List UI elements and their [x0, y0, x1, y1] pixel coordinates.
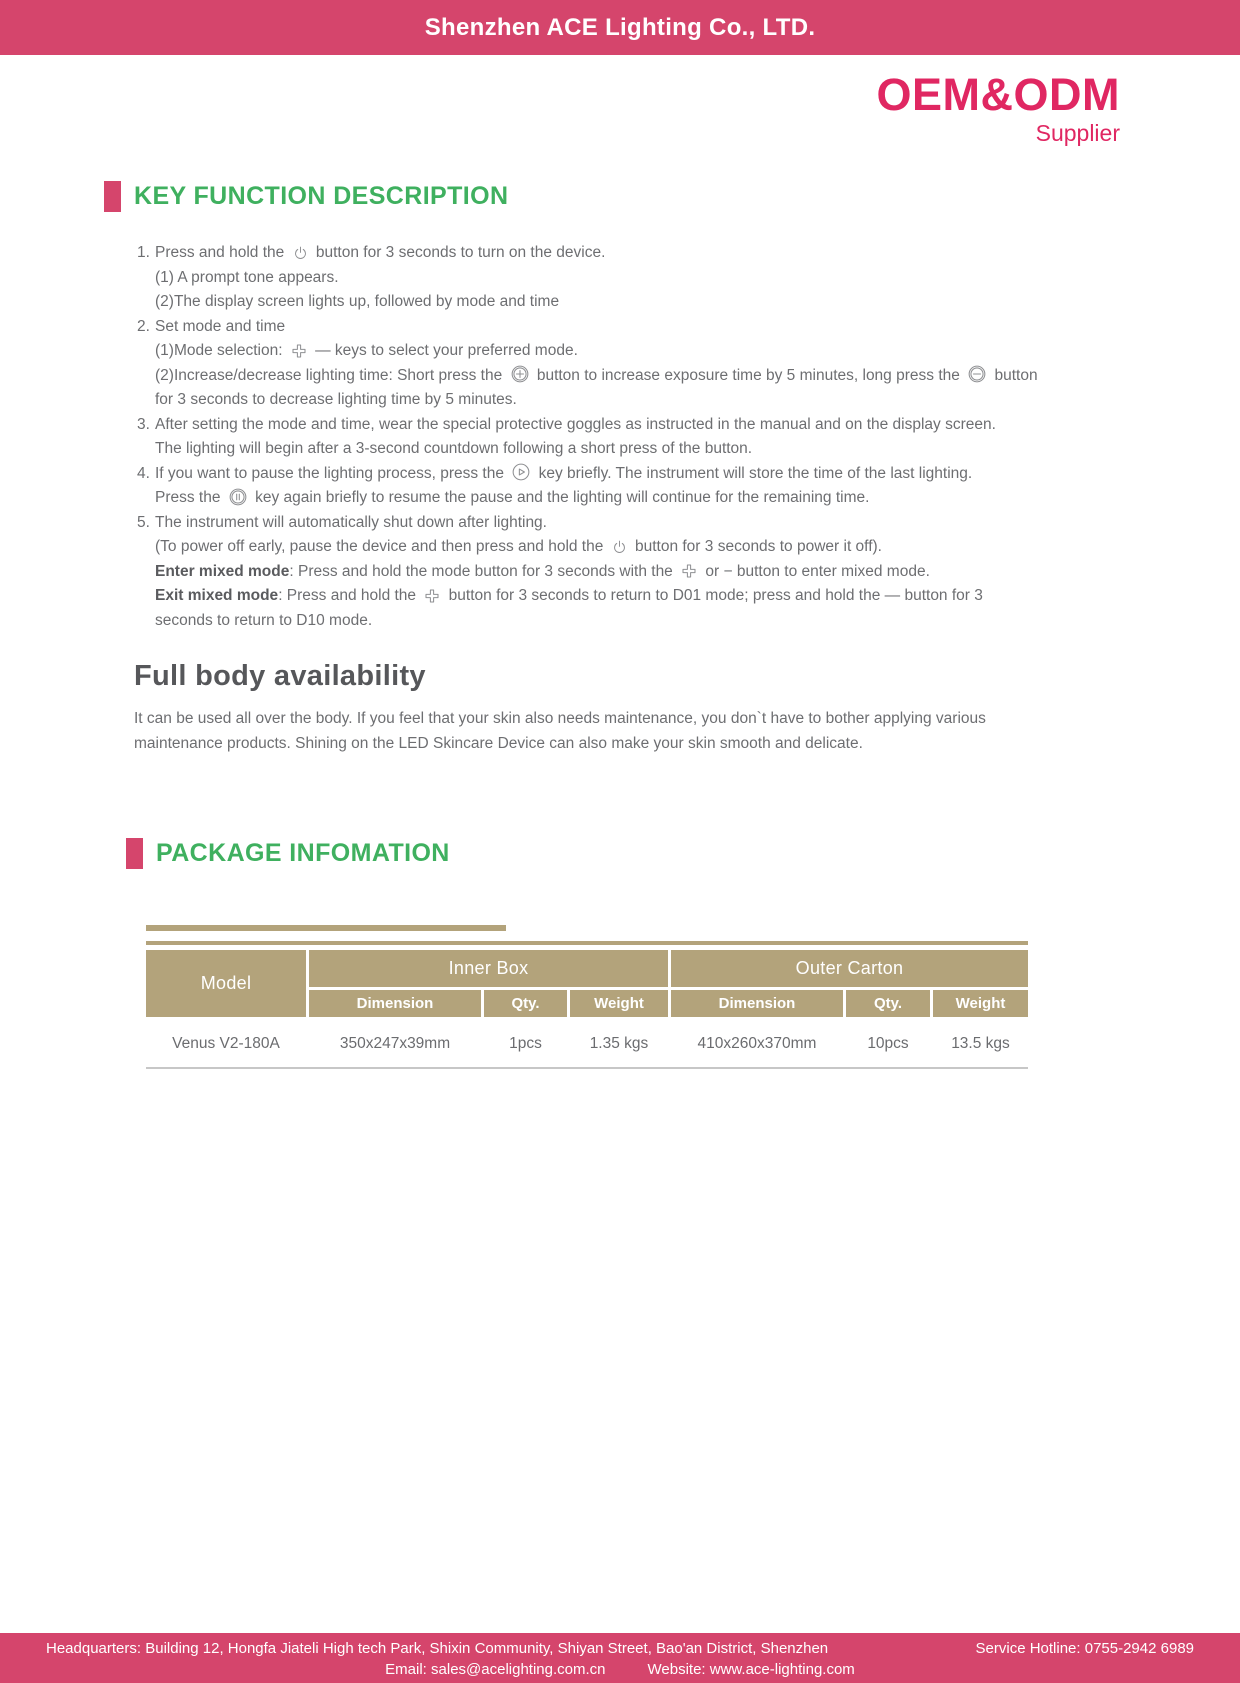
column-header-qty: Qty.	[846, 990, 930, 1017]
footer-website: Website: www.ace-lighting.com	[647, 1661, 855, 1678]
list-subitem: Exit mixed mode: Press and hold the button for 3 seconds to return to D01 mode; press and hold the — button for 3	[155, 587, 983, 604]
list-subitem: for 3 seconds to decrease lighting time by 5 minutes.	[155, 391, 517, 408]
company-title: Shenzhen ACE Lighting Co., LTD.	[424, 13, 816, 41]
list-item: 2. Set mode and time	[137, 317, 286, 335]
top-banner	[0, 0, 1240, 55]
table-cell-inner-qty: 1pcs	[484, 1020, 567, 1067]
circled-plus-icon	[511, 365, 529, 383]
section-title: PACKAGE INFOMATION	[156, 839, 450, 867]
column-header-dimension: Dimension	[671, 990, 843, 1017]
key-function-heading	[104, 181, 508, 212]
play-icon	[512, 463, 530, 481]
brand-oem-odm: OEM&ODM	[876, 69, 1120, 120]
section-title: KEY FUNCTION DESCRIPTION	[134, 182, 509, 210]
footer-banner	[0, 1633, 1240, 1683]
table-cell-inner-dimension: 350x247x39mm	[309, 1020, 481, 1067]
plus-key-icon	[291, 343, 307, 359]
table-cell-outer-dimension: 410x260x370mm	[671, 1020, 843, 1067]
list-item: 3. After setting the mode and time, wear the special protective goggles as instructed in the manual and on the display screen.	[137, 415, 996, 433]
table-cell-outer-qty: 10pcs	[846, 1020, 930, 1067]
list-subitem: The lighting will begin after a 3-second countdown following a short press of the button.	[155, 440, 753, 457]
list-subitem: Enter mixed mode: Press and hold the mode button for 3 seconds with the or − button to enter mixed mode.	[155, 562, 930, 580]
footer-hotline: Service Hotline: 0755-2942 6989	[975, 1640, 1194, 1657]
power-icon	[612, 540, 627, 555]
circled-minus-icon	[968, 365, 986, 383]
list-subitem: (1) A prompt tone appears.	[155, 268, 339, 286]
plus-key-icon	[681, 563, 697, 579]
list-subitem: (2)The display screen lights up, followed by mode and time	[155, 293, 560, 310]
brand-logo	[876, 69, 1121, 147]
column-header-model: Model	[146, 950, 306, 1017]
pause-icon	[229, 488, 247, 506]
list-subitem: (To power off early, pause the device and then press and hold the button for 3 seconds to power it off).	[155, 538, 882, 555]
column-group-inner-box: Inner Box	[309, 950, 668, 987]
list-subitem: Press the key again briefly to resume the pause and the lighting will continue for the remaining time.	[155, 489, 870, 506]
column-header-qty: Qty.	[484, 990, 567, 1017]
table-top-rule	[146, 941, 1028, 945]
full-body-title: Full body availability	[134, 660, 426, 692]
column-header-weight: Weight	[933, 990, 1028, 1017]
exit-mixed-mode-label: Exit mixed mode	[155, 587, 279, 604]
heading-accent-bar	[126, 838, 143, 869]
table-cell-inner-weight: 1.35 kgs	[570, 1020, 668, 1067]
power-icon	[293, 246, 308, 261]
heading-accent-bar	[104, 181, 121, 212]
column-header-weight: Weight	[570, 990, 668, 1017]
table-cell-outer-weight: 13.5 kgs	[933, 1020, 1028, 1067]
list-item: 4. If you want to pause the lighting process, press the key briefly. The instrument will store the time of the last lighting.	[137, 464, 973, 482]
enter-mixed-mode-label: Enter mixed mode	[155, 562, 290, 580]
package-table	[146, 950, 1028, 1069]
list-subitem: (2)Increase/decrease lighting time: Short press the button to increase exposure time by 5 minutes, long press the button	[155, 366, 1038, 384]
column-group-outer-carton: Outer Carton	[671, 950, 1028, 987]
package-heading	[126, 838, 450, 869]
list-item: 5. The instrument will automatically shut down after lighting.	[137, 513, 547, 531]
list-subitem: (1)Mode selection: — keys to select your preferred mode.	[155, 342, 578, 359]
key-function-list	[137, 241, 1199, 633]
list-subitem: seconds to return to D10 mode.	[155, 611, 373, 629]
plus-key-icon	[424, 588, 440, 604]
table-cell-model: Venus V2-180A	[146, 1020, 306, 1067]
footer-headquarters: Headquarters: Building 12, Hongfa Jiateli High tech Park, Shixin Community, Shiyan Street, Bao'an District, Shenzhen	[46, 1640, 829, 1657]
package-heading-underline	[146, 925, 506, 931]
brand-supplier: Supplier	[1035, 120, 1120, 146]
footer-email: Email: sales@acelighting.com.cn	[385, 1661, 606, 1678]
list-item: 1. Press and hold the button for 3 seconds to turn on the device.	[137, 244, 606, 261]
full-body-paragraph: It can be used all over the body. If you feel that your skin also needs maintenance, you don`t have to bother applying various maintenance products. Shining on the LED Skincare Device can also make your skin smooth and delicate.	[134, 710, 986, 752]
column-header-dimension: Dimension	[309, 990, 481, 1017]
